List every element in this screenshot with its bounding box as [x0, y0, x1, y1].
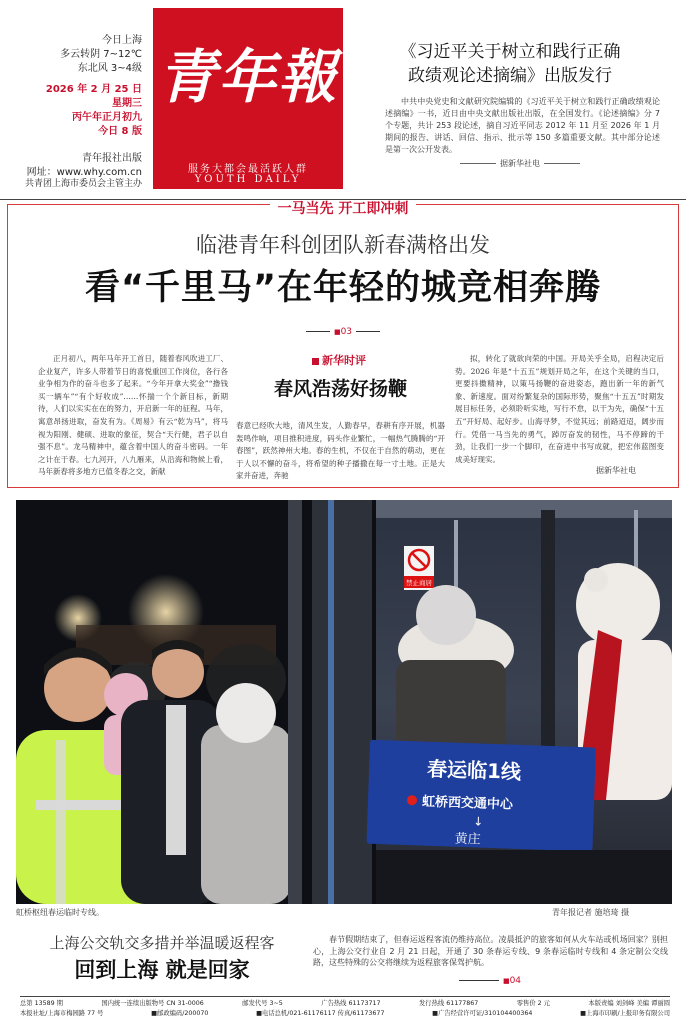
lead-page-ref[interactable]: ■03	[300, 327, 386, 337]
top-news-title-line: 政绩观论述摘编》出版发行	[408, 66, 612, 86]
bottom-body: 春节假期结束了，但春运返程客流仍维持高位。凌晨抵沪的旅客如何从火车站或机场回家？别担心，上海公交行业自 2 月 21 日起，开通了 30 条春运专线、9 条春运临时专线和 4 条定制公交线路，这些特殊的公交将继续为返程旅客保驾护航。	[313, 935, 668, 967]
logo-slogan: 服务大都会最活跃人群	[188, 164, 308, 175]
bus-photo-illustration	[16, 500, 672, 904]
lead-column-3: 拟，转化了就欲向荣的中国。开局关乎全局，启程决定后势。2026 年是“十五五”规划开局之年，在这个关键的当口，更要抖擞精神，以策马扬鞭的奋进姿态，跑出新一年的新气象、新速度。面对纷繁复杂的国际形势，聚焦“十五五”时期发展目标任务，必须聆听实地，写行不怠，以干为先，确保“十五五”开好局、起好步。山海寻梦，不觉其远；前路迢迢，阔步而行。凭借一马当先的勇气，踔厉奋发的韧性，马不停蹄的干劲，让我们一步一个脚印，在奋进中书写成就，把宏伟蓝图变成美好现实。	[455, 354, 664, 464]
lead-subhead: 临港青年科创团队新春满格出发	[196, 233, 490, 257]
issue-lunar-date: 丙午年正月初九	[72, 112, 142, 123]
footer-item: 本版责编 刘剑峰 美编 谭丽圆	[588, 1000, 670, 1007]
lead-column-1: 正月初八，两年马年开工首日，随着春风吹进工厂、企业复产，许多人带着节日的喜悦重回工作岗位，各行各业争相为作的奋斗也多了起来。“今年开拿大奖金”“撸钱买一辆车”“有个好收成”……怀揣一个个新目标，新期待，人们以实实在在的努力，开启新一年的征程。马年，寓意昂扬进取，奋发有为。《周易》有云“乾为马”，将马视为阳刚、健硕、进取的象征，契合“天行健，君子以自强不息”。龙马精神中，蕴含着中国人的奋斗密码。一年之计在于春。七九河开，八九雁来，从沿海和物候上看，马年新春将多地方已值冬春之交，新献	[38, 354, 228, 477]
logo-text: 青年報	[157, 43, 338, 111]
sponsor: 共青团上海市委员会主管主办	[24, 179, 142, 189]
footer-row-1	[20, 999, 670, 1009]
masthead-info	[20, 34, 142, 180]
footer-item: 邮发代号 3~5	[242, 1000, 283, 1007]
footer-item: 总第 13589 期	[20, 1000, 63, 1007]
footer-item: 国内统一连续出版物号 CN 31-0006	[101, 1000, 204, 1007]
footer-item: ■上海市印刷/上报印务有限公司	[580, 1010, 670, 1017]
footer-item: 广告热线 61173717	[321, 1000, 381, 1007]
website: 网址：www.why.com.cn	[26, 167, 142, 178]
issue-page-count: 今日 8 版	[98, 126, 142, 137]
issue-date: 2026 年 2 月 25 日	[45, 84, 142, 95]
logo-english: YOUTH DAILY	[194, 174, 302, 185]
footer-item: ■电话总机/021-61176117 传真/61173677	[256, 1010, 385, 1017]
footer-item: ■邮政编码/200070	[151, 1010, 209, 1017]
publisher: 青年报社出版	[82, 153, 142, 164]
footer-item: 本报社址/上海市梅园路 77 号	[20, 1010, 104, 1017]
bottom-page-number: 04	[509, 976, 522, 986]
footer-item: 零售价 2 元	[516, 1000, 550, 1007]
weather-line: 东北风 3~4级	[77, 63, 142, 74]
bottom-page-ref[interactable]: ■04	[430, 976, 550, 986]
bottom-title[interactable]: 回到上海 就是回家	[74, 958, 250, 982]
commentary-title[interactable]: 春风浩荡好扬鞭	[273, 378, 407, 400]
top-news-title-line: 《习近平关于树立和践行正确	[399, 42, 621, 62]
top-news-source: 据新华社电	[440, 158, 600, 169]
photo-caption: 虹桥枢纽春运临时专线。	[16, 908, 104, 917]
top-news-body: 中共中央党史和文献研究院编辑的《习近平关于树立和践行正确政绩观论述摘编》一书，近日由中央文献出版社出版，在全国发行。《论述摘编》分 7 个专题，共计 253 段论述，摘自习近平同志 2012 年 11 月至 2026 年 1 月期间的报告、讲话、回信、指示、批示等 150 多篇重要文献。其中部分论述是第一次公开发表。	[385, 97, 660, 154]
weather-line: 今日上海	[102, 35, 142, 46]
news-photo	[16, 500, 672, 904]
issue-weekday: 星期三	[112, 98, 142, 109]
bottom-subtitle: 上海公交轨交多措并举温暖返程客	[49, 934, 275, 952]
bus-dest-text: 黄庄	[454, 831, 481, 848]
lead-headline[interactable]: 看“千里马”在年轻的城竞相奔腾	[84, 268, 601, 308]
footer-row-2	[20, 1009, 670, 1019]
footer	[20, 996, 670, 1019]
bus-stop-text: 虹桥西交通中心	[421, 794, 514, 813]
bus-line-text: 春运临1线	[426, 756, 522, 784]
top-news-title[interactable]	[360, 40, 660, 88]
footer-item: ■广告经营许可证/310104400364	[432, 1010, 533, 1017]
commentary-tag: 新华时评	[312, 352, 366, 368]
commentary-source: 据新华社电	[596, 466, 636, 475]
weather-line: 多云转阴 7~12℃	[60, 49, 142, 60]
lead-kicker	[0, 198, 686, 218]
footer-item: 发行热线 61177867	[419, 1000, 479, 1007]
no-walk-sign-text: 禁止商居	[406, 579, 432, 587]
lead-column-2: 春意已经吹大地，清风生发，人勤春早，春耕有序开展，机器轰鸣作响，项目推积进度，码头作业繁忙，一幅热气腾腾的“开春图”，跃然神州大地。春的生机，不仅在于自然的萌动，更在于人以不懈的奋斗，将希望的种子播撒在每一寸土地。正是大家并奋进，奔驰	[236, 421, 445, 481]
photo-credit: 青年报记者 施培琦 摄	[552, 908, 630, 917]
lead-page-number: 03	[340, 327, 353, 337]
lead-kicker-text: 一马当先 开工即冲刺	[270, 201, 417, 217]
masthead-logo	[153, 8, 343, 189]
bus-arrow-text: ↓	[473, 814, 484, 829]
